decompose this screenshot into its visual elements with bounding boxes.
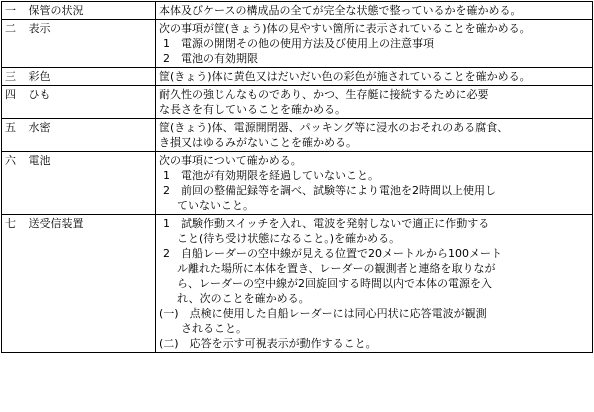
item-label: 送受信装置 xyxy=(28,217,84,230)
description-line: 2 電池の有効期限 xyxy=(163,52,258,65)
item-label-cell xyxy=(2,215,156,353)
item-description-cell xyxy=(156,215,593,353)
table-row-watertight xyxy=(2,119,593,152)
description-line: (一) 点検に使用した自船レーダーには同心円状に応答電波が観測 xyxy=(159,307,487,320)
item-label-cell xyxy=(2,20,156,68)
description-line: 1 試験作動スイッチを入れ、電波を発射しないで適正に作動する xyxy=(163,217,490,230)
item-number: 七 xyxy=(5,217,16,230)
inspection-table xyxy=(1,1,593,353)
item-label-cell xyxy=(2,86,156,119)
description-line: 1 電池が有効期限を経過していないこと。 xyxy=(163,169,379,182)
description-line: ル離れた場所に本体を置き、レーダーの観測者と連絡を取りなが xyxy=(177,262,496,275)
description-line: き損又はゆるみがないことを確かめる。 xyxy=(159,136,357,149)
description-line: 耐久性の強じんなものであり、かつ、生存艇に接続するために必要 xyxy=(159,88,489,101)
item-description-cell xyxy=(156,119,593,152)
description-line: 筐(きょう)体、電源開閉器、パッキング等に浸水のおそれのある腐食、 xyxy=(159,121,509,134)
item-number: 一 xyxy=(5,4,16,17)
item-label: ひも xyxy=(28,88,51,101)
item-number: 五 xyxy=(5,121,16,134)
description-line: ていないこと。 xyxy=(177,199,254,212)
description-line: 次の事項が筐(きょう)体の見やすい箇所に表示されていることを確かめる。 xyxy=(159,22,531,35)
description-line: 2 前回の整備記録等を調べ、試験等により電池を2時間以上使用し xyxy=(163,184,496,197)
description-line: (二) 応答を示す可視表示が動作すること。 xyxy=(159,337,377,350)
item-label-cell xyxy=(2,2,156,20)
item-description-cell xyxy=(156,2,593,20)
item-number: 三 xyxy=(5,70,16,83)
item-label: 水密 xyxy=(28,121,51,134)
description-line: されること。 xyxy=(181,322,247,335)
table-row-battery xyxy=(2,152,593,215)
item-number: 四 xyxy=(5,88,16,101)
item-label: 電池 xyxy=(28,154,51,167)
description-line: な長さを有していることを確かめる。 xyxy=(159,103,346,116)
description-line: れ、次のことを確かめる。 xyxy=(177,292,310,305)
item-label-cell xyxy=(2,119,156,152)
item-description-cell xyxy=(156,86,593,119)
description-line: 2 自船レーダーの空中線が見える位置で20メートルから100メート xyxy=(163,247,502,260)
table-row-cord xyxy=(2,86,593,119)
description-line: 次の事項について確かめる。 xyxy=(159,154,302,167)
description-line: ら、レーダーの空中線が2回旋回する時間以内で本体の電源を入 xyxy=(177,277,492,290)
description-line: 筐(きょう)体に黄色又はだいだい色の彩色が施されていることを確かめる。 xyxy=(159,70,531,83)
item-description-cell xyxy=(156,152,593,215)
item-label-cell xyxy=(2,152,156,215)
item-description-cell xyxy=(156,68,593,86)
table-row-storage xyxy=(2,2,593,20)
table-row-coloring xyxy=(2,68,593,86)
description-line: こと(待ち受け状態になること。)を確かめる。 xyxy=(177,232,401,245)
item-label: 表示 xyxy=(28,22,51,35)
description-line: 1 電源の開閉その他の使用方法及び使用上の注意事項 xyxy=(163,37,434,50)
item-label: 彩色 xyxy=(28,70,51,83)
table-row-display xyxy=(2,20,593,68)
item-label-cell xyxy=(2,68,156,86)
item-number: 六 xyxy=(5,154,16,167)
table-row-transceiver xyxy=(2,215,593,353)
item-description-cell xyxy=(156,20,593,68)
item-label: 保管の状況 xyxy=(28,4,84,17)
item-number: 二 xyxy=(5,22,16,35)
description-line: 本体及びケースの構成品の全てが完全な状態で整っているかを確かめる。 xyxy=(159,4,522,17)
